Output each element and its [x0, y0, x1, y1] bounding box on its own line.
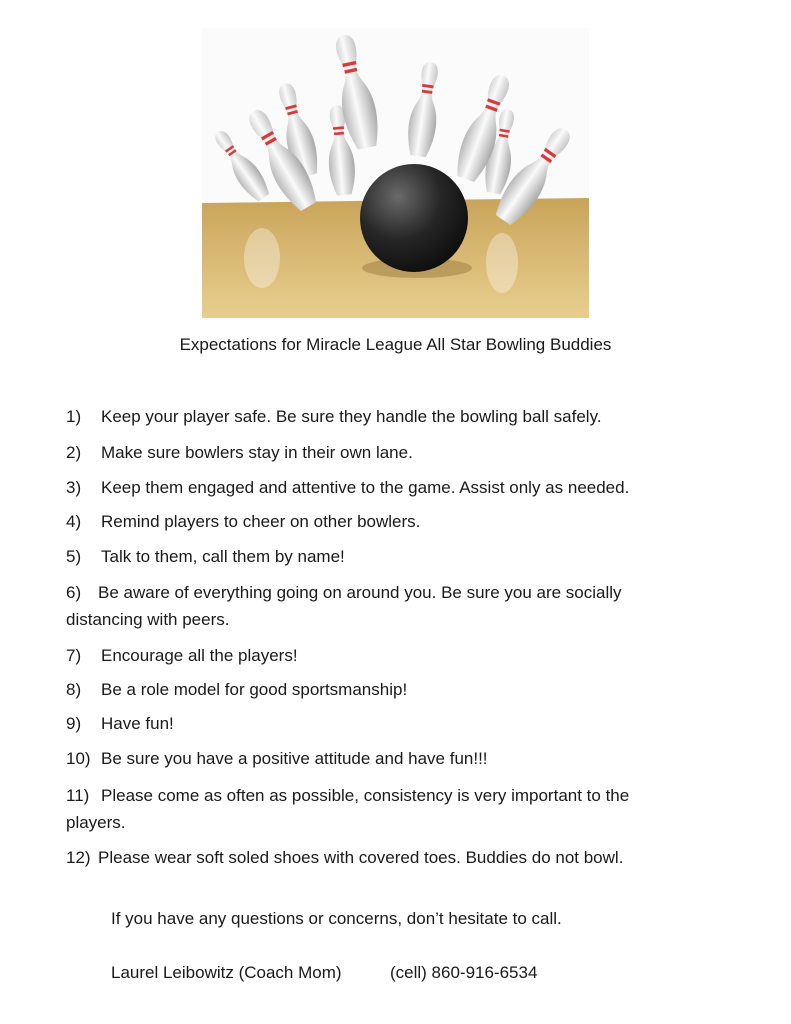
questions-note: If you have any questions or concerns, don’t hesitate to call. — [111, 909, 562, 928]
item-text: Talk to them, call them by name! — [101, 547, 345, 566]
list-item — [66, 508, 691, 535]
item-text: Encourage all the players! — [101, 646, 298, 665]
list-item — [66, 439, 691, 466]
list-item — [66, 474, 691, 501]
item-text: Keep your player safe. Be sure they handle the bowling ball safely. — [101, 407, 602, 426]
item-number: 11) — [66, 786, 90, 805]
item-text: Have fun! — [101, 714, 174, 733]
item-text: Please come as often as possible, consistency is very important to the players. — [66, 786, 630, 832]
bowling-pins-image — [202, 28, 589, 318]
list-item — [66, 403, 691, 430]
list-item — [66, 844, 691, 871]
item-number: 2) — [66, 443, 82, 462]
contact-name: Laurel Leibowitz (Coach Mom) — [111, 963, 342, 982]
item-text: Make sure bowlers stay in their own lane. — [101, 443, 413, 462]
list-item — [66, 543, 691, 570]
contact-phone: (cell) 860-916-6534 — [390, 963, 538, 982]
item-text: Be a role model for good sportsmanship! — [101, 680, 408, 699]
list-item — [66, 745, 691, 772]
list-item — [66, 642, 691, 669]
list-item — [66, 710, 691, 737]
item-number: 4) — [66, 512, 82, 531]
item-text: Be sure you have a positive attitude and have fun!!! — [101, 749, 488, 768]
item-text: Be aware of everything going on around you. Be sure you are socially distancing with peers. — [66, 583, 622, 629]
item-number: 3) — [66, 478, 82, 497]
item-text: Keep them engaged and attentive to the game. Assist only as needed. — [101, 478, 630, 497]
document-title: Expectations for Miracle League All Star Bowling Buddies — [179, 335, 612, 354]
item-number: 9) — [66, 714, 82, 733]
item-number: 12) — [66, 848, 91, 867]
item-number: 10) — [66, 749, 91, 768]
list-item — [66, 676, 691, 703]
item-text: Please wear soft soled shoes with covered toes. Buddies do not bowl. — [98, 848, 624, 867]
item-number: 5) — [66, 547, 82, 566]
item-number: 7) — [66, 646, 82, 665]
item-number: 6) — [66, 583, 82, 602]
item-text: Remind players to cheer on other bowlers. — [101, 512, 421, 531]
item-number: 8) — [66, 680, 82, 699]
list-item — [66, 579, 691, 633]
item-number: 1) — [66, 407, 82, 426]
list-item — [66, 782, 691, 836]
